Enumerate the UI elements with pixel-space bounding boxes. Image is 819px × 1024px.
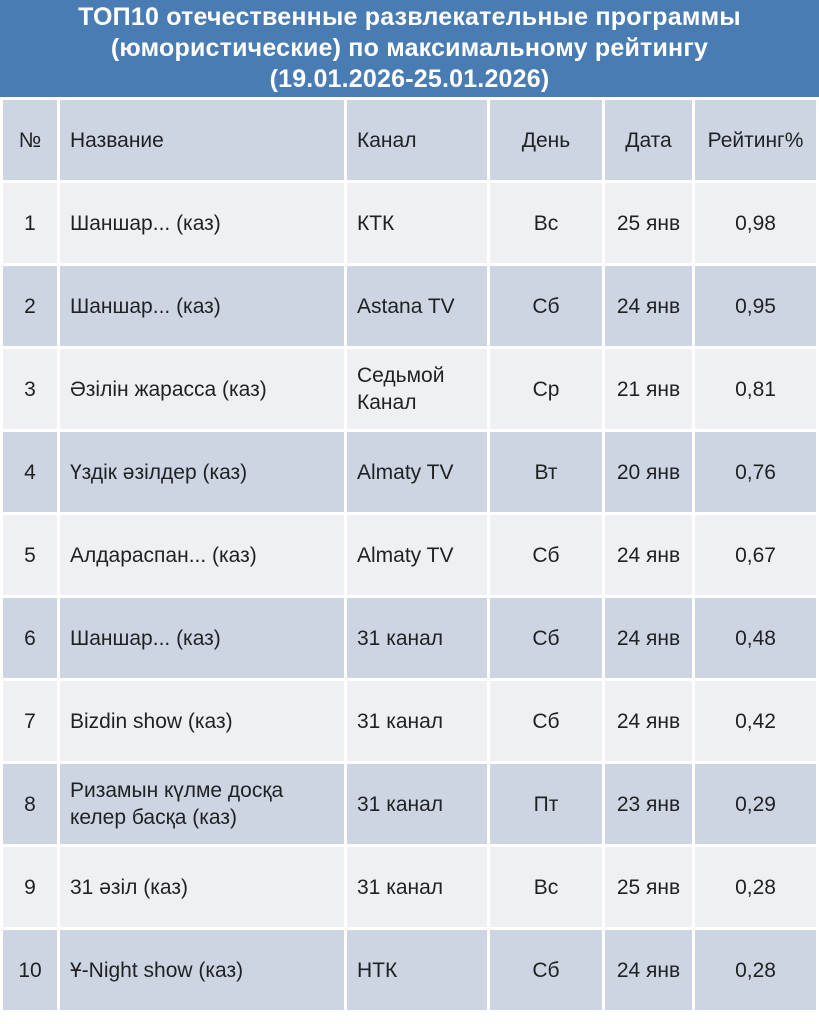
cell-number: 6 <box>3 598 57 678</box>
table-header-row <box>3 100 816 180</box>
cell-rating: 0,67 <box>695 515 816 595</box>
cell-date: 25 янв <box>605 183 692 263</box>
cell-channel: НТК <box>347 930 487 1010</box>
cell-number: 9 <box>3 847 57 927</box>
table-row <box>3 432 816 512</box>
cell-number: 3 <box>3 349 57 429</box>
report-title-banner <box>0 0 819 97</box>
table-row <box>3 681 816 761</box>
cell-channel: Седьмой Канал <box>347 349 487 429</box>
cell-number: 1 <box>3 183 57 263</box>
cell-date: 23 янв <box>605 764 692 844</box>
cell-date: 24 янв <box>605 515 692 595</box>
cell-date: 20 янв <box>605 432 692 512</box>
cell-rating: 0,81 <box>695 349 816 429</box>
report-title: ТОП10 отечественные развлекательные программы (юмористические) по максимальному рейтингу (19.01.2026-25.01.2026) <box>78 3 741 93</box>
cell-number: 2 <box>3 266 57 346</box>
column-header-rating: Рейтинг% <box>695 100 816 180</box>
cell-day: Сб <box>490 598 602 678</box>
cell-name: Әзілін жарасса (каз) <box>60 349 344 429</box>
cell-channel: Astana TV <box>347 266 487 346</box>
table-row <box>3 598 816 678</box>
cell-rating: 0,42 <box>695 681 816 761</box>
table-row <box>3 847 816 927</box>
cell-rating: 0,95 <box>695 266 816 346</box>
cell-date: 24 янв <box>605 266 692 346</box>
cell-channel: 31 канал <box>347 847 487 927</box>
cell-channel: КТК <box>347 183 487 263</box>
cell-name: Bizdin show (каз) <box>60 681 344 761</box>
cell-channel: 31 канал <box>347 681 487 761</box>
cell-rating: 0,28 <box>695 847 816 927</box>
cell-day: Вс <box>490 847 602 927</box>
cell-name: Алдараспан... (каз) <box>60 515 344 595</box>
cell-number: 7 <box>3 681 57 761</box>
cell-number: 5 <box>3 515 57 595</box>
cell-day: Ср <box>490 349 602 429</box>
table-row <box>3 764 816 844</box>
cell-channel: 31 канал <box>347 598 487 678</box>
cell-name: Үздік әзілдер (каз) <box>60 432 344 512</box>
cell-rating: 0,29 <box>695 764 816 844</box>
cell-day: Сб <box>490 515 602 595</box>
column-header-channel: Канал <box>347 100 487 180</box>
cell-name: Шаншар... (каз) <box>60 266 344 346</box>
cell-date: 24 янв <box>605 681 692 761</box>
table-body <box>3 183 816 1010</box>
cell-day: Сб <box>490 930 602 1010</box>
table-row <box>3 349 816 429</box>
cell-channel: Almaty TV <box>347 432 487 512</box>
cell-day: Вс <box>490 183 602 263</box>
column-header-number: № <box>3 100 57 180</box>
cell-name: Шаншар... (каз) <box>60 598 344 678</box>
cell-rating: 0,28 <box>695 930 816 1010</box>
cell-rating: 0,98 <box>695 183 816 263</box>
cell-rating: 0,76 <box>695 432 816 512</box>
table-row <box>3 515 816 595</box>
cell-name: Ризамын күлме досқа келер басқа (каз) <box>60 764 344 844</box>
cell-date: 25 янв <box>605 847 692 927</box>
column-header-name: Название <box>60 100 344 180</box>
table-row <box>3 266 816 346</box>
cell-day: Пт <box>490 764 602 844</box>
cell-name: Шаншар... (каз) <box>60 183 344 263</box>
cell-day: Сб <box>490 266 602 346</box>
cell-name: Ұ-Night show (каз) <box>60 930 344 1010</box>
cell-date: 24 янв <box>605 930 692 1010</box>
cell-date: 21 янв <box>605 349 692 429</box>
cell-name: 31 әзіл (каз) <box>60 847 344 927</box>
cell-rating: 0,48 <box>695 598 816 678</box>
column-header-date: Дата <box>605 100 692 180</box>
cell-date: 24 янв <box>605 598 692 678</box>
column-header-day: День <box>490 100 602 180</box>
cell-channel: Almaty TV <box>347 515 487 595</box>
cell-channel: 31 канал <box>347 764 487 844</box>
cell-number: 10 <box>3 930 57 1010</box>
cell-day: Вт <box>490 432 602 512</box>
table-row <box>3 183 816 263</box>
cell-number: 4 <box>3 432 57 512</box>
table-row <box>3 930 816 1010</box>
cell-number: 8 <box>3 764 57 844</box>
top10-rating-table <box>0 97 819 1013</box>
cell-day: Сб <box>490 681 602 761</box>
